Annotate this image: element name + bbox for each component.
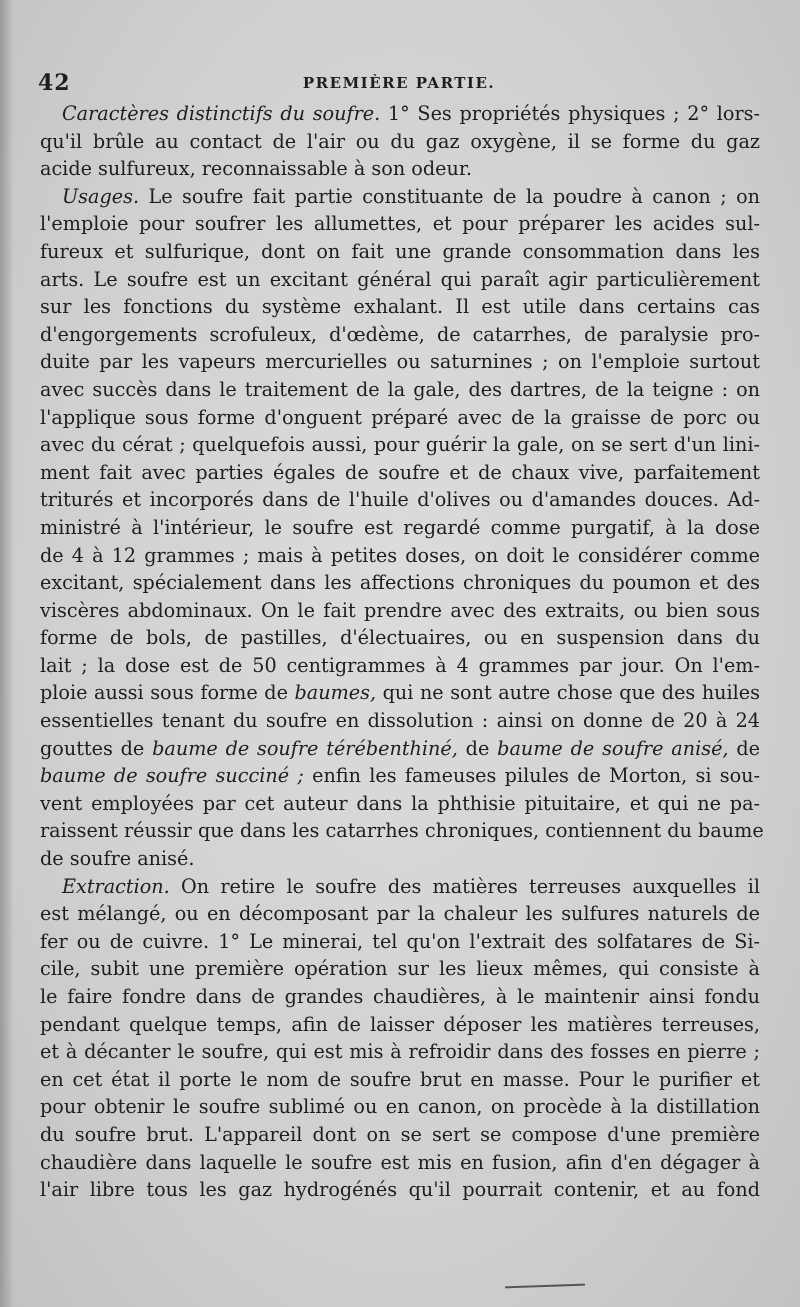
text-line [40,624,760,652]
text-run: triturés et incorporés dans de l'huile d'olives ou d'amandes douces. Ad- [40,488,760,512]
text-run: qui ne sont autre chose que des huiles [376,681,761,705]
text-run: en cet état il porte le nom de soufre brut en masse. Pour le purifier et [40,1067,760,1091]
text-run: avec succès dans le traitement de la gale, des dartres, de la teigne : on [40,377,760,401]
text-run: vent employées par cet auteur dans la phthisie pituitaire, et qui ne pa- [40,791,760,815]
text-run: gouttes de [40,736,153,760]
text-line [40,486,760,514]
page-gutter-shadow [0,0,14,1307]
text-line [40,900,760,928]
italic-run: baume de soufre térébenthiné, [152,736,458,760]
text-run: du soufre brut. L'appareil dont on se sert se compose d'une première [40,1122,760,1146]
text-line [40,293,760,321]
text-line [40,238,760,266]
text-line [40,1011,760,1039]
text-run: essentielles tenant du soufre en dissolution : ainsi on donne de 20 à 24 [40,709,760,733]
italic-run: baumes, [294,681,377,705]
text-run: avec du cérat ; quelquefois aussi, pour guérir la gale, on se sert d'un lini- [40,433,760,457]
text-run: de 4 à 12 grammes ; mais à petites doses, on doit le considérer comme [40,543,760,567]
text-run: fureux et sulfurique, dont on fait une grande consommation dans les [40,239,760,263]
text-line [40,707,760,735]
text-run: de soufre anisé. [40,847,195,871]
text-line [40,735,760,763]
italic-run: baume de soufre anisé, [497,736,729,760]
page-header [38,70,760,100]
text-line [40,542,760,570]
text-line [40,321,760,349]
text-run: ment fait avec parties égales de soufre et de chaux vive, parfaitement [40,460,760,484]
text-run: sur les fonctions du système exhalant. Il est utile dans certains cas [40,295,760,319]
text-run: l'air libre tous les gaz hydrogénés qu'il pourrait contenir, et au fond [40,1178,760,1202]
text-line [40,155,760,183]
text-run: fer ou de cuivre. 1° Le minerai, tel qu'on l'extrait des solfatares de Si- [40,929,760,953]
text-run: acide sulfureux, reconnaissable à son odeur. [40,157,472,181]
text-run: viscères abdominaux. On le fait prendre avec des extraits, ou bien sous [40,598,760,622]
italic-run: baume de soufre succiné ; [40,764,304,788]
text-line [40,404,760,432]
text-run: excitant, spécialement dans les affections chroniques du poumon et des [40,571,760,595]
text-run: lait ; la dose est de 50 centigrammes à 4 grammes par jour. On l'em- [40,653,760,677]
text-run: ploie aussi sous forme de [40,681,295,705]
text-line [40,762,760,790]
text-line [40,348,760,376]
text-run: Le soufre fait partie constituante de la poudre à canon ; on [139,184,760,208]
text-run: enfin les fameuses pilules de Morton, si sou- [303,764,761,788]
text-line [40,928,760,956]
text-run: pendant quelque temps, afin de laisser déposer les matières terreuses, [40,1012,760,1036]
text-line [40,955,760,983]
text-run: arts. Le soufre est un excitant général qui paraît agir particulièrement [40,267,760,291]
text-run: 1° Ses propriétés physiques ; 2° lors- [380,102,760,125]
text-line [40,514,760,542]
text-line [40,183,760,211]
text-run: raissent réussir que dans les catarrhes chroniques, contiennent du baume [40,819,764,843]
text-run: ministré à l'intérieur, le soufre est regardé comme purgatif, à la dose [40,515,760,539]
text-run: de [728,736,760,760]
italic-run: Extraction. [62,874,170,898]
text-run: d'engorgements scrofuleux, d'œdème, de catarrhes, de paralysie pro- [40,322,760,346]
italic-run: Usages. [62,184,140,208]
text-run: On retire le soufre des matières terreuses auxquelles il [169,874,760,898]
text-line [40,210,760,238]
text-line [40,459,760,487]
text-line [40,1093,760,1121]
running-head: PREMIÈRE PARTIE. [302,74,496,92]
text-line [40,597,760,625]
text-run: de [457,736,498,760]
page-number: 42 [38,70,71,96]
text-line [40,1176,760,1204]
italic-run: Caractères distinctifs du soufre. [62,102,381,125]
text-line [40,1149,760,1177]
text-run: forme de bols, de pastilles, d'électuaires, ou en suspension dans du [40,626,760,650]
text-run: pour obtenir le soufre sublimé ou en canon, on procède à la distillation [40,1095,760,1119]
text-run: est mélangé, ou en décomposant par la chaleur les sulfures naturels de [40,902,760,926]
text-line [40,376,760,404]
text-run: cile, subit une première opération sur les lieux mêmes, qui consiste à [40,957,760,981]
text-line [40,1038,760,1066]
text-line [40,873,760,901]
text-line [40,100,760,128]
text-line [40,1066,760,1094]
text-line [40,845,760,873]
text-run: et à décanter le soufre, qui est mis à refroidir dans des fosses en pierre ; [40,1040,760,1064]
text-line [40,652,760,680]
text-line [40,569,760,597]
text-run: qu'il brûle au contact de l'air ou du gaz oxygène, il se forme du gaz [40,129,760,153]
text-run: le faire fondre dans de grandes chaudières, à le maintenir ainsi fondu [40,985,760,1008]
text-line [40,679,760,707]
text-line [40,128,760,156]
text-run: l'applique sous forme d'onguent préparé avec de la graisse de porc ou [40,405,760,429]
text-line [40,817,764,845]
text-run: l'emploie pour soufrer les allumettes, et pour préparer les acides sul- [40,212,760,236]
text-line [40,431,760,459]
text-run: chaudière dans laquelle le soufre est mis en fusion, afin d'en dégager à [40,1150,760,1174]
body-text [40,100,764,1204]
decorative-stroke [505,1284,585,1289]
text-line [40,1121,760,1149]
text-run: duite par les vapeurs mercurielles ou saturnines ; on l'emploie surtout [40,350,760,374]
text-line [40,983,760,1011]
text-line [40,790,760,818]
text-line [40,266,760,294]
